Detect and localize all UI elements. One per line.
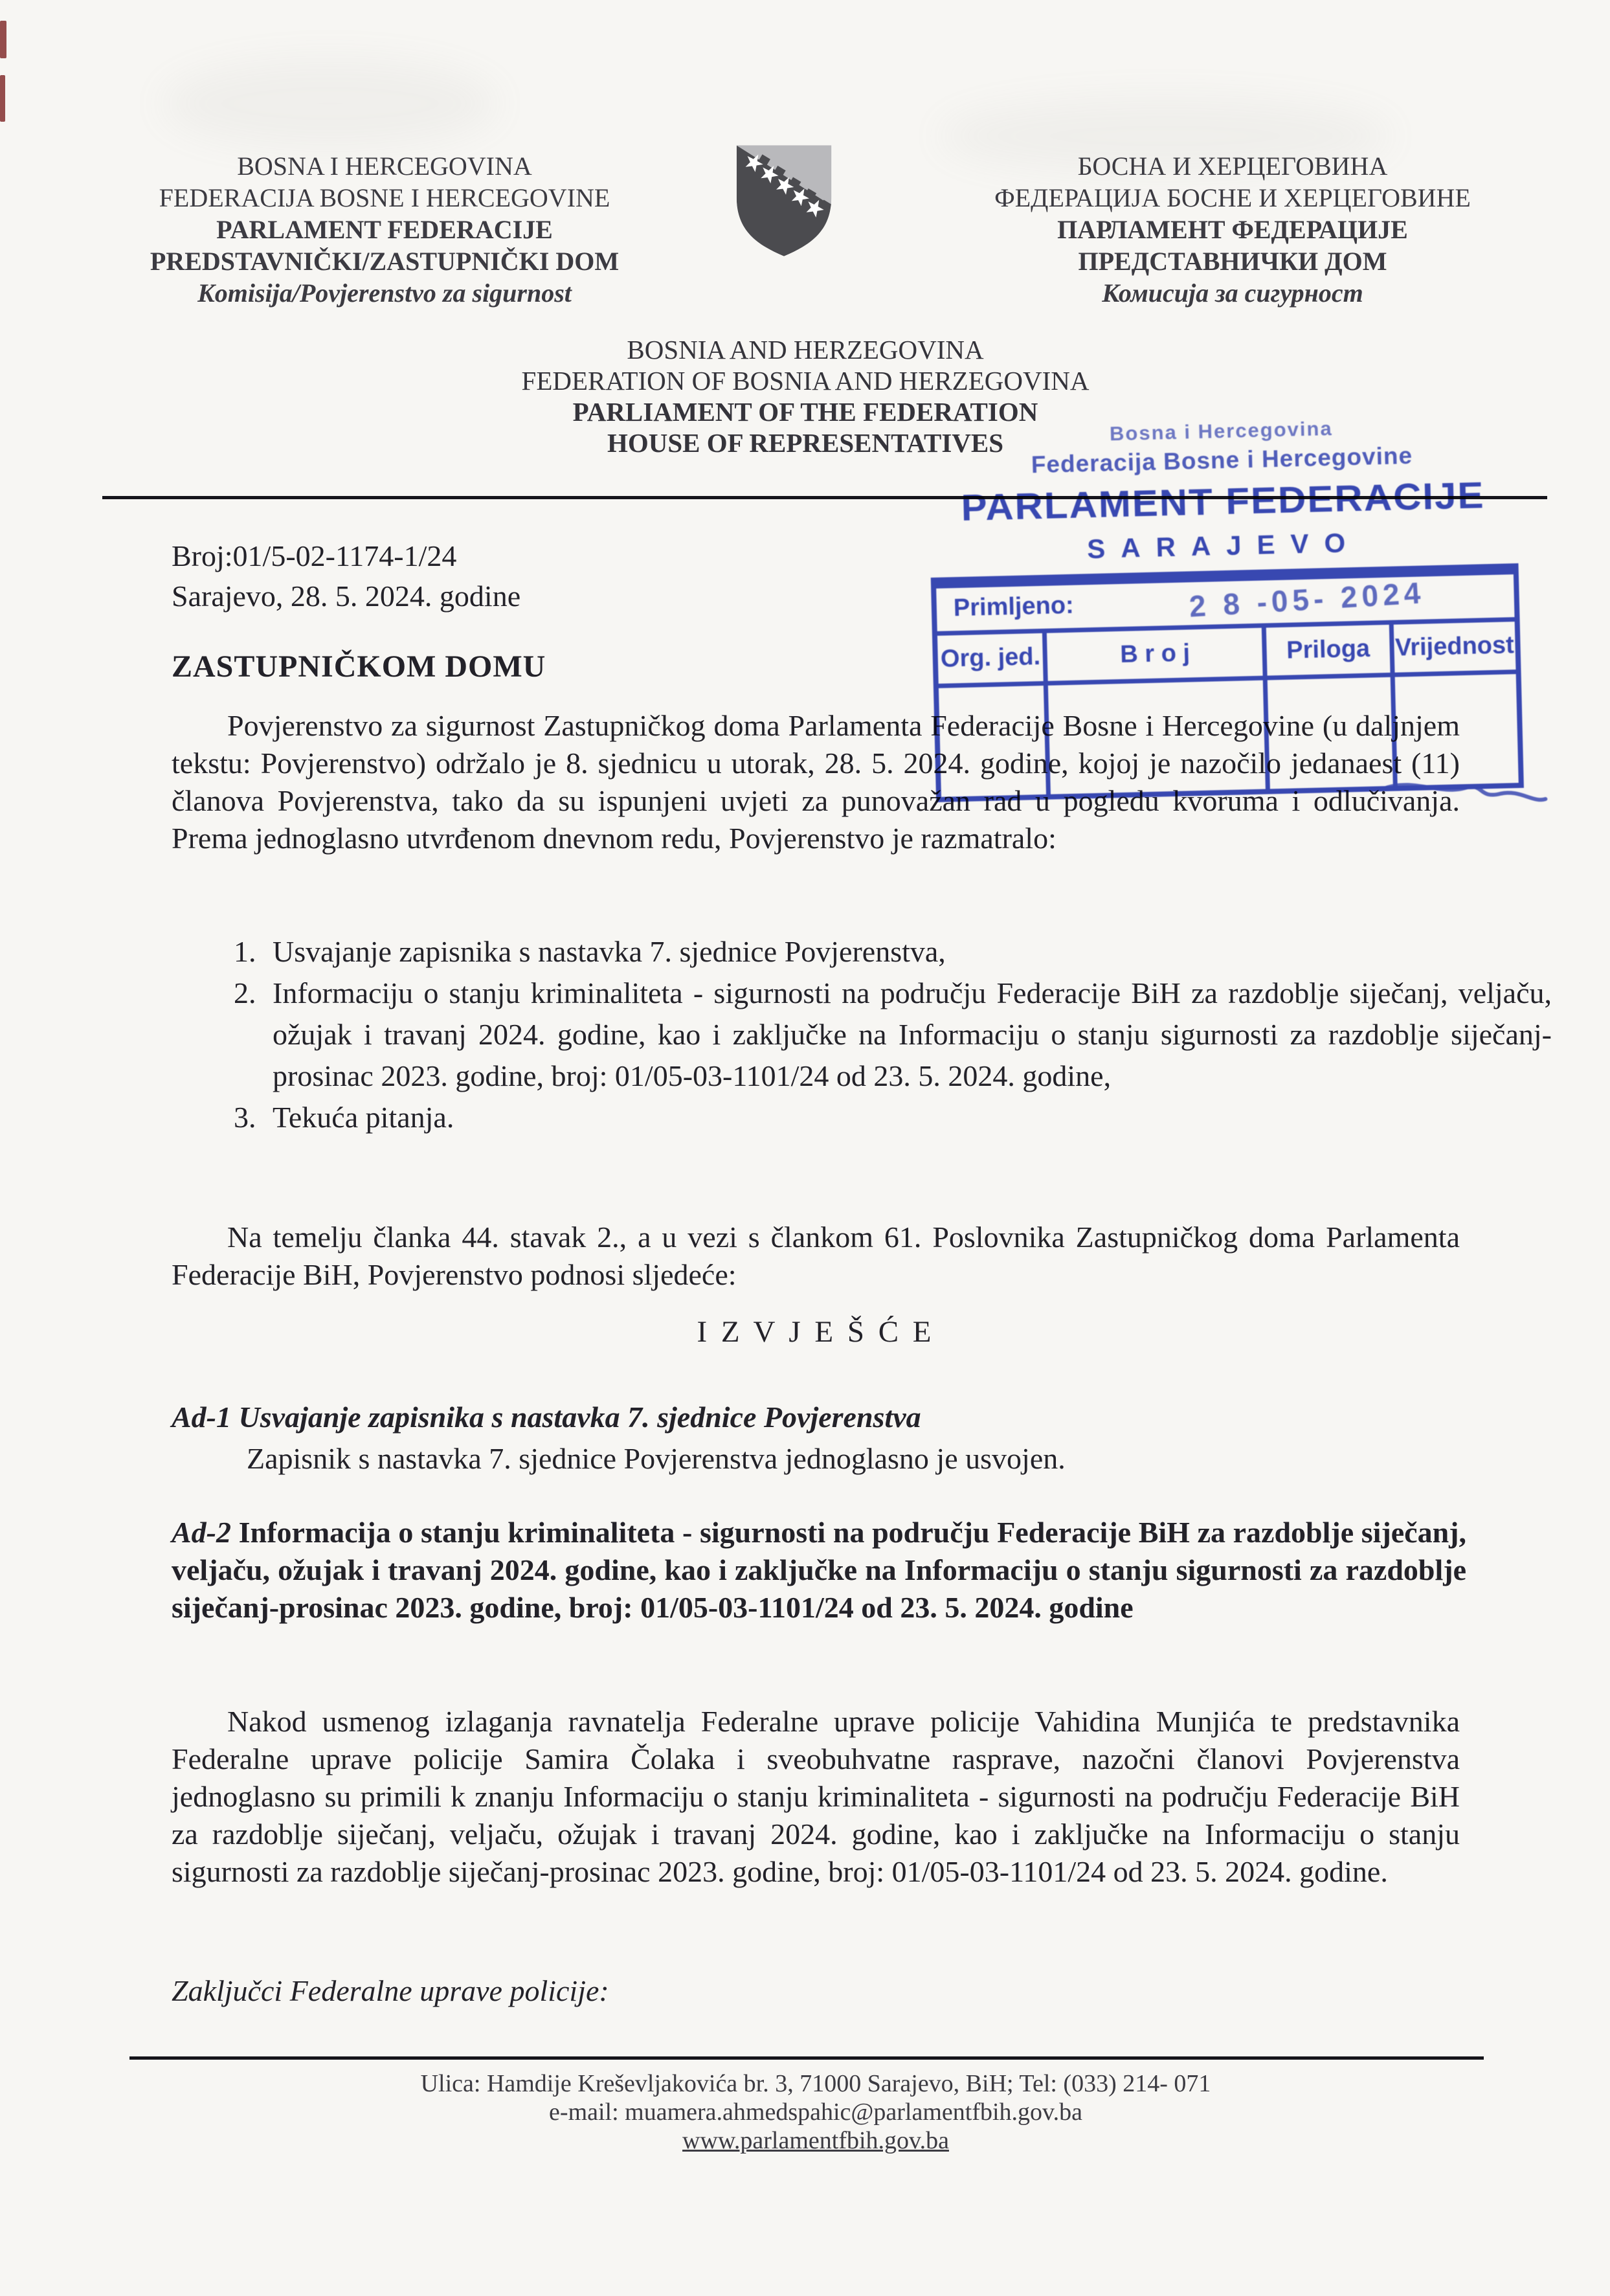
stamp-col-vrijednost: Vrijednost [1394, 631, 1515, 662]
intro-paragraph: Povjerenstvo za sigurnost Zastupničkog doma Parlamenta Federacije Bosne i Hercegovine (u daljnjem tekstu: Povjerenstvo) održalo je 8. sjednicu u utorak, 28. 5. 2024. godine, kojoj je nazočilo jedanaest (11) članova Povjerenstva, tako da su ispunjeni uvjeti za punovažan rad u pogledu kvoruma i odlučivanja. Prema jednoglasno utvrđenom dnevnom redu, Povjerenstvo je razmatralo: [172, 709, 1460, 855]
stamp-received-label: Primljeno: [953, 591, 1075, 622]
agenda-item: 3. Tekuća pitanja. [263, 1097, 1552, 1138]
stamp-col-priloga: Priloga [1266, 625, 1394, 676]
stamp-received-date: 2 8 -05- 2024 [1188, 576, 1426, 624]
stamp-country-line: Bosna i Hercegovina [1109, 416, 1334, 445]
ad2-heading [172, 1514, 1466, 1626]
stamp-city-line: SARAJEVO [1086, 526, 1361, 565]
letterhead-left-line: BOSNA I HERCEGOVINA [237, 152, 532, 181]
stamp-pen-squiggle [1380, 773, 1550, 822]
letterhead-right-line: ПАРЛАМЕНТ ФЕДЕРАЦИЈЕ [1057, 215, 1408, 244]
ad1-text: Zapisnik s nastavka 7. sjednice Povjerenstva jednoglasno je usvojen. [247, 1442, 1066, 1475]
footer-address: Ulica: Hamdije Kreševljakovića br. 3, 71000 Sarajevo, BiH; Tel: (033) 214- 071 [420, 2070, 1211, 2097]
letterhead-left [109, 150, 660, 309]
footer-website: www.parlamentfbih.gov.ba [682, 2127, 949, 2154]
letterhead-center-line: PARLIAMENT OF THE FEDERATION [572, 397, 1038, 427]
receipt-stamp [913, 412, 1537, 802]
stamp-col-broj: B r o j [1047, 627, 1268, 681]
letterhead-left-line: Komisija/Povjerenstvo za sigurnost [197, 278, 572, 308]
letterhead-right-line: Комисија за сигурност [1102, 278, 1363, 308]
recipient-heading: ZASTUPNIČKOM DOMU [172, 649, 546, 684]
letterhead-right-line: ФЕДЕРАЦИЈА БОСНЕ И ХЕРЦЕГОВИНЕ [994, 183, 1471, 212]
stamp-col-org-jed: Org. jed. [937, 633, 1048, 684]
ad2-heading-text: Informacija o stanju kriminaliteta - sigurnosti na području Federacije BiH za razdoblje siječanj, veljaču, ožujak i travanj 2024. godine, kao i zaključke na Informaciju o stanju sigurnosti za razdoblje siječanj-prosinac 2023. godine, broj: 01/05-03-1101/24 od 23. 5. 2024. godine [172, 1516, 1467, 1624]
scan-edge-mark [0, 75, 5, 122]
footer-divider-rule [129, 2056, 1484, 2060]
document-place-date: Sarajevo, 28. 5. 2024. godine [172, 580, 521, 613]
document-meta [172, 536, 520, 616]
conclusions-label: Zaključci Federalne uprave policije: [172, 1974, 609, 2007]
footer [172, 2069, 1460, 2155]
bih-shield-icon [727, 133, 841, 264]
ad2-paragraph: Nakod usmenog izlaganja ravnatelja Federalne uprave policije Vahidina Munjića te predstavnika Federalne uprave policije Samira Čolaka i sveobuhvatne rasprave, nazočni članovi Povjerenstva jednoglasno su primili k znanju Informaciju o stanju kriminaliteta - sigurnosti na području Federacije BiH za razdoblje siječanj, veljaču, ožujak i travanj 2024. godine, kao i zaključke na Informaciju o stanju sigurnosti za razdoblje siječanj-prosinac 2023. godine, broj: 01/05-03-1101/24 od 23. 5. 2024. godine. [172, 1705, 1460, 1888]
letterhead-right-line: БОСНА И ХЕРЦЕГОВИНА [1077, 152, 1388, 181]
letterhead-left-line: FEDERACIJA BOSNE I HERCEGOVINE [159, 183, 610, 212]
legal-basis-paragraph: Na temelju članka 44. stavak 2., a u vezi s člankom 61. Poslovnika Zastupničkog doma Parlamenta Federacije BiH, Povjerenstvo podnosi sljedeće: [172, 1221, 1460, 1291]
stamp-parliament-line: PARLAMENT FEDERACIJE [960, 474, 1486, 529]
letterhead-right-line: ПРЕДСТАВНИЧКИ ДОМ [1078, 247, 1387, 276]
ad1-heading: Ad-1 Usvajanje zapisnika s nastavka 7. sjednice Povjerenstva [172, 1401, 921, 1434]
report-title: I Z V J E Š Ć E [697, 1315, 935, 1349]
letterhead-left-line: PARLAMENT FEDERACIJE [216, 215, 553, 244]
footer-email: e-mail: muamera.ahmedspahic@parlamentfbih.gov.ba [549, 2099, 1082, 2126]
agenda-item: 2. Informaciju o stanju kriminaliteta - sigurnosti na području Federacije BiH za razdoblje siječanj, veljaču, ožujak i travanj 2024. godine, kao i zaključke na Informaciju o stanju sigurnosti za razdoblje siječanj-prosinac 2023. godine, broj: 01/05-03-1101/24 od 23. 5. 2024. godine, [263, 973, 1552, 1097]
letterhead-center-line: FEDERATION OF BOSNIA AND HERZEGOVINA [521, 366, 1090, 396]
scan-edge-mark [0, 21, 6, 58]
letterhead-center-line: BOSNIA AND HERZEGOVINA [627, 335, 984, 365]
letterhead-center-line: HOUSE OF REPRESENTATIVES [607, 428, 1004, 458]
document-number: Broj:01/5-02-1174-1/24 [172, 539, 457, 572]
letterhead-left-line: PREDSTAVNIČKI/ZASTUPNIČKI DOM [150, 247, 620, 276]
scan-smudge [162, 58, 498, 149]
stamp-federation-line: Federacija Bosne i Hercegovine [1031, 442, 1413, 478]
ad2-label: Ad-2 [172, 1516, 231, 1549]
letterhead-right [950, 150, 1515, 309]
stamp-receipt-table [931, 563, 1524, 802]
agenda-item: 1. Usvajanje zapisnika s nastavka 7. sjednice Povjerenstva, [263, 931, 1552, 973]
agenda-list [172, 931, 1552, 1138]
